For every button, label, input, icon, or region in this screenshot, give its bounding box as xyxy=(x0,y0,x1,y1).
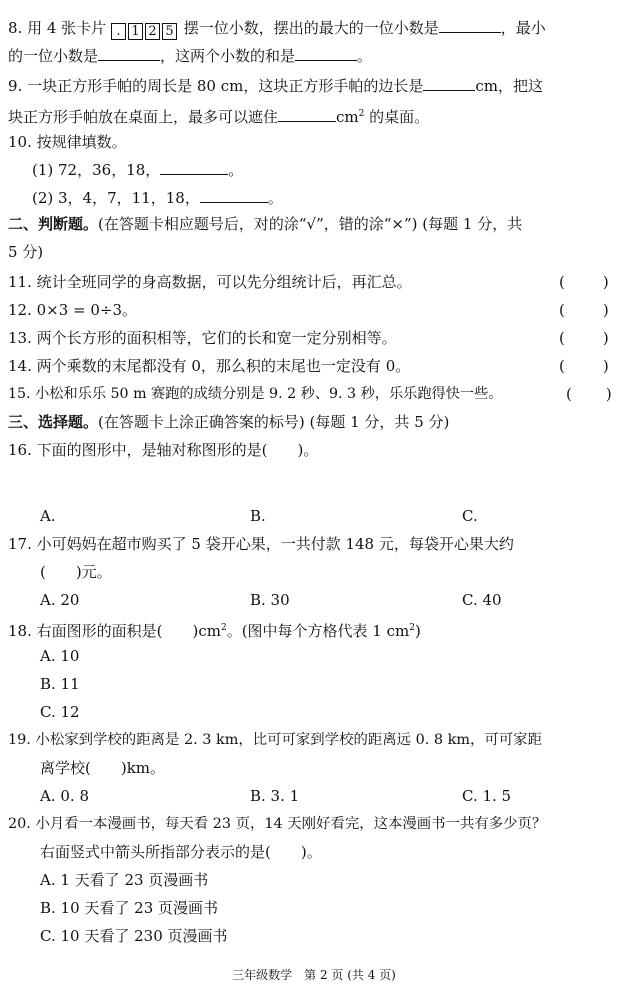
q12-text: 12. 0×3 = 0÷3。 xyxy=(8,301,138,319)
q20-option-c[interactable]: C. 10 天看了 230 页漫画书 xyxy=(40,927,228,945)
paren-close: ) xyxy=(605,385,612,403)
card-dot: . xyxy=(111,23,126,40)
q18-option-c[interactable]: C. 12 xyxy=(40,703,80,721)
q12-answer-paren[interactable] xyxy=(559,300,609,320)
q16-option-b[interactable]: B. xyxy=(250,507,266,525)
q18-text xyxy=(8,618,421,641)
q18-text-c: ) xyxy=(414,622,421,640)
q20-line2: 右面竖式中箭头所指部分表示的是( )。 xyxy=(40,843,322,861)
q9-line1 xyxy=(8,76,543,96)
q8-text-b: 摆一位小数，摆出的最大的一位小数是 xyxy=(183,19,439,37)
q17-option-b[interactable]: B. 30 xyxy=(250,591,290,609)
paren-open: ( xyxy=(559,357,565,375)
card-2: 2 xyxy=(145,23,160,40)
q18-option-a[interactable]: A. 10 xyxy=(40,647,80,665)
q13-text: 13. 两个长方形的面积相等，它们的长和宽一定分别相等。 xyxy=(8,329,397,347)
q10-sub1-text: (1) 72，36，18， xyxy=(32,161,161,179)
q8-line1 xyxy=(8,18,546,40)
q18-sup-1: 2 xyxy=(220,623,227,633)
card-1: 1 xyxy=(128,23,143,40)
q10-blank-1[interactable] xyxy=(160,160,228,175)
q8-text-f: 。 xyxy=(357,47,373,65)
q18-text-b: 。(图中每个方格代表 1 cm xyxy=(226,622,410,640)
q11-answer-paren[interactable] xyxy=(559,272,609,292)
q13-answer-paren[interactable] xyxy=(559,328,609,348)
paren-open: ( xyxy=(559,329,565,347)
q9-blank-area[interactable] xyxy=(278,107,336,122)
paren-open: ( xyxy=(566,385,572,403)
q17-option-a[interactable]: A. 20 xyxy=(40,591,80,609)
q8-text-d: 的一位小数是 xyxy=(8,47,99,65)
q16-text: 16. 下面的图形中，是轴对称图形的是( )。 xyxy=(8,441,319,459)
q19-line2: 离学校( )km。 xyxy=(40,759,166,777)
q8-text-a: 8. 用 4 张卡片 xyxy=(8,19,107,37)
q8-blank-sum[interactable] xyxy=(295,46,357,61)
q9-line2 xyxy=(8,104,429,127)
q14-text: 14. 两个乘数的末尾都没有 0，那么积的末尾也一定没有 0。 xyxy=(8,357,411,375)
q9-text-b: cm，把这 xyxy=(475,77,543,95)
q10-sub1-end: 。 xyxy=(228,161,244,179)
section2-instructions-2: 5 分) xyxy=(8,243,44,261)
q18-text-a: 18. 右面图形的面积是( )cm xyxy=(8,622,221,640)
section2-header xyxy=(8,214,522,234)
q19-line1: 19. 小松家到学校的距离是 2. 3 km，比可可家到学校的距离远 0. 8 km，可可家距 xyxy=(8,732,542,748)
card-5: 5 xyxy=(162,23,177,40)
paren-close: ) xyxy=(602,273,609,291)
q8-line2 xyxy=(8,46,372,66)
section2-instructions: (在答题卡相应题号后，对的涂“√”，错的涂“×”) (每题 1 分，共 xyxy=(98,215,523,233)
q15-answer-paren[interactable] xyxy=(566,384,612,404)
q10-sub1 xyxy=(32,160,243,180)
q19-option-a[interactable]: A. 0. 8 xyxy=(40,787,89,805)
q17-option-c[interactable]: C. 40 xyxy=(462,591,502,609)
q16-option-a[interactable]: A. xyxy=(40,507,56,525)
paren-open: ( xyxy=(559,273,565,291)
q19-option-b[interactable]: B. 3. 1 xyxy=(250,787,300,805)
q8-blank-max[interactable] xyxy=(439,18,501,33)
q15-text: 15. 小松和乐乐 50 m 赛跑的成绩分别是 9. 2 秒、9. 3 秒，乐乐跑得快一些。 xyxy=(8,386,503,402)
section3-instructions: (在答题卡上涂正确答案的标号) (每题 1 分，共 5 分) xyxy=(98,413,450,431)
q9-unit: cm xyxy=(336,108,359,126)
q18-option-b[interactable]: B. 11 xyxy=(40,675,80,693)
q10-sub2 xyxy=(32,188,283,208)
q11-text: 11. 统计全班同学的身高数据，可以先分组统计后，再汇总。 xyxy=(8,273,412,291)
q18-sup-2: 2 xyxy=(409,623,415,633)
q17-line2: ( )元。 xyxy=(40,563,112,581)
q16-option-c[interactable]: C. xyxy=(462,507,478,525)
q8-blank-min[interactable] xyxy=(98,46,160,61)
section2-title: 二、判断题。 xyxy=(8,215,99,233)
q20-line1: 20. 小月看一本漫画书，每天看 23 页，14 天刚好看完，这本漫画书一共有多少页？ xyxy=(8,816,547,832)
q8-text-c: ，最小 xyxy=(500,19,546,37)
q20-option-b[interactable]: B. 10 天看了 23 页漫画书 xyxy=(40,899,219,917)
q9-text-a: 9. 一块正方形手帕的周长是 80 cm，这块正方形手帕的边长是 xyxy=(8,77,424,95)
q9-unit-sup: 2 xyxy=(358,109,365,119)
q14-answer-paren[interactable] xyxy=(559,356,609,376)
paren-open: ( xyxy=(559,301,565,319)
paren-close: ) xyxy=(602,301,609,319)
q9-text-d: 的桌面。 xyxy=(364,108,430,126)
q10-sub2-end: 。 xyxy=(267,189,283,207)
q9-blank-side[interactable] xyxy=(423,76,475,91)
paren-close: ) xyxy=(602,329,609,347)
q10-title: 10. 按规律填数。 xyxy=(8,133,127,151)
q19-option-c[interactable]: C. 1. 5 xyxy=(462,787,512,805)
q10-sub2-text: (2) 3，4，7，11，18， xyxy=(32,189,200,207)
q8-text-e: ，这两个小数的和是 xyxy=(160,47,296,65)
page-footer: 三年级数学 第 2 页 (共 4 页) xyxy=(232,968,396,982)
q17-line1: 17. 小可妈妈在超市购买了 5 袋开心果，一共付款 148 元，每袋开心果大约 xyxy=(8,535,514,553)
q10-blank-2[interactable] xyxy=(200,188,268,203)
section3-header xyxy=(8,412,449,432)
q20-option-a[interactable]: A. 1 天看了 23 页漫画书 xyxy=(40,871,209,889)
section3-title: 三、选择题。 xyxy=(8,413,99,431)
paren-close: ) xyxy=(602,357,609,375)
q9-text-c: 块正方形手帕放在桌面上，最多可以遮住 xyxy=(8,108,279,126)
